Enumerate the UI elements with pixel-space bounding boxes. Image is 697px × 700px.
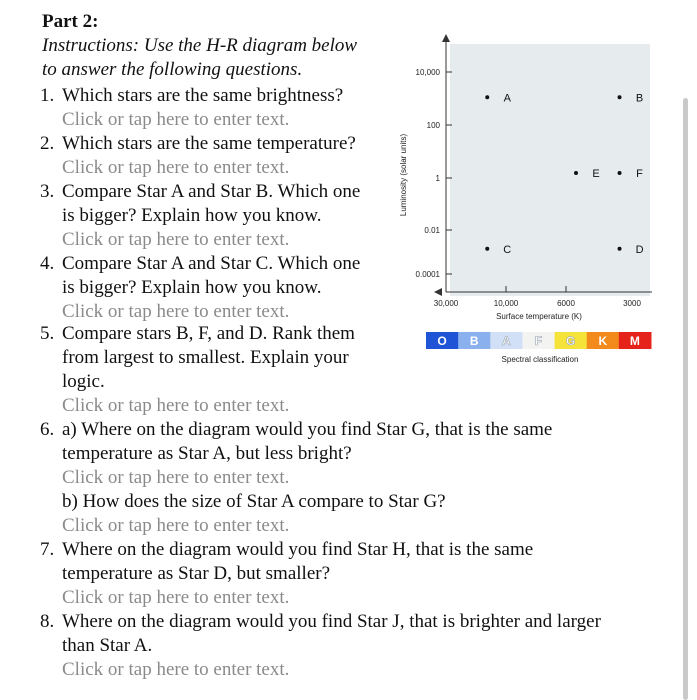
question-4-number: 4.	[40, 253, 55, 274]
answer-field-2[interactable]: Click or tap here to enter text.	[62, 157, 290, 178]
question-1-number: 1.	[40, 85, 55, 106]
vertical-scrollbar[interactable]	[683, 98, 688, 700]
answer-field-6a[interactable]: Click or tap here to enter text.	[62, 467, 290, 488]
star-label-e: E	[592, 168, 600, 180]
question-8-line-1: Where on the diagram would you find Star J, that is brighter and larger	[62, 611, 601, 632]
answer-field-4[interactable]: Click or tap here to enter text.	[62, 301, 290, 322]
hr-diagram-svg	[396, 30, 658, 375]
question-3-line-2: is bigger? Explain how you know.	[62, 205, 322, 226]
question-6a-line-1: a) Where on the diagram would you find Star G, that is the same	[62, 419, 553, 440]
spectral-letter-a: A	[502, 334, 511, 348]
y-tick-label-0-01: 0.01	[424, 226, 440, 235]
y-axis-arrow	[442, 34, 450, 42]
instructions-line-1: Instructions: Use the H-R diagram below	[42, 35, 358, 56]
x-tick-label-3000: 3000	[623, 299, 641, 308]
star-label-b: B	[635, 92, 644, 105]
question-4-line-2: is bigger? Explain how you know.	[62, 277, 322, 298]
instructions-line-2: to answer the following questions.	[42, 59, 303, 80]
spectral-bar	[426, 332, 652, 349]
x-tick-label-6000: 6000	[557, 299, 575, 308]
question-2-number: 2.	[40, 133, 55, 154]
plot-area	[450, 44, 650, 296]
question-3-line-1: Compare Star A and Star B. Which one	[62, 181, 361, 202]
question-5-number: 5.	[40, 323, 55, 344]
x-axis-arrow	[434, 288, 442, 296]
question-8-line-2: than Star A.	[62, 635, 153, 656]
star-label-f: F	[636, 168, 643, 180]
y-tick-label-1: 1	[435, 174, 440, 183]
question-4-line-1: Compare Star A and Star C. Which one	[62, 253, 361, 274]
spectral-letter-o: O	[437, 334, 447, 348]
answer-field-5[interactable]: Click or tap here to enter text.	[62, 395, 290, 416]
question-5-line-3: logic.	[62, 371, 105, 392]
y-tick-label-100: 100	[426, 121, 440, 130]
question-5-line-1: Compare stars B, F, and D. Rank them	[62, 323, 355, 344]
answer-field-7[interactable]: Click or tap here to enter text.	[62, 587, 290, 608]
spectral-letter-f: F	[534, 334, 543, 348]
answer-field-6b[interactable]: Click or tap here to enter text.	[62, 515, 290, 536]
spectral-letter-b: B	[469, 334, 479, 348]
question-6-number: 6.	[40, 419, 55, 440]
hr-diagram	[396, 30, 658, 375]
question-7-line-1: Where on the diagram would you find Star H, that is the same	[62, 539, 534, 560]
question-3-number: 3.	[40, 181, 55, 202]
star-dot-f	[618, 171, 622, 175]
x-tick-label-30000: 30,000	[433, 299, 459, 308]
star-label-a: A	[503, 92, 511, 105]
y-ticks-group	[416, 68, 452, 279]
spectral-label: Spectral classification	[501, 355, 579, 364]
answer-field-3[interactable]: Click or tap here to enter text.	[62, 229, 290, 250]
star-label-c: C	[503, 243, 512, 256]
answer-field-8[interactable]: Click or tap here to enter text.	[62, 659, 290, 680]
question-6a-line-2: temperature as Star A, but less bright?	[62, 443, 352, 464]
question-6b-text: b) How does the size of Star A compare to Star G?	[62, 491, 446, 512]
y-tick-label-0-0001: 0.0001	[415, 270, 440, 279]
part-title: Part 2:	[42, 11, 99, 32]
star-dot-c	[485, 247, 489, 251]
question-7-line-2: temperature as Star D, but smaller?	[62, 563, 331, 584]
question-5-line-2: from largest to smallest. Explain your	[62, 347, 349, 368]
y-axis-label: Luminosity (solar units)	[399, 133, 408, 217]
star-dot-d	[618, 247, 622, 251]
spectral-letter-k: K	[598, 334, 608, 348]
star-dot-a	[485, 95, 489, 99]
star-dot-b	[618, 95, 622, 99]
spectral-letter-g: G	[565, 334, 576, 348]
spectral-letter-m: M	[629, 334, 640, 348]
question-1-text: Which stars are the same brightness?	[62, 85, 344, 106]
question-2-text: Which stars are the same temperature?	[62, 133, 356, 154]
y-tick-label-10000: 10,000	[415, 68, 440, 77]
x-axis-label: Surface temperature (K)	[496, 312, 582, 321]
x-tick-label-10000: 10,000	[493, 299, 519, 308]
star-dot-e	[574, 171, 578, 175]
answer-field-1[interactable]: Click or tap here to enter text.	[62, 109, 290, 130]
question-8-number: 8.	[40, 611, 55, 632]
question-7-number: 7.	[40, 539, 55, 560]
star-label-d: D	[635, 243, 644, 256]
